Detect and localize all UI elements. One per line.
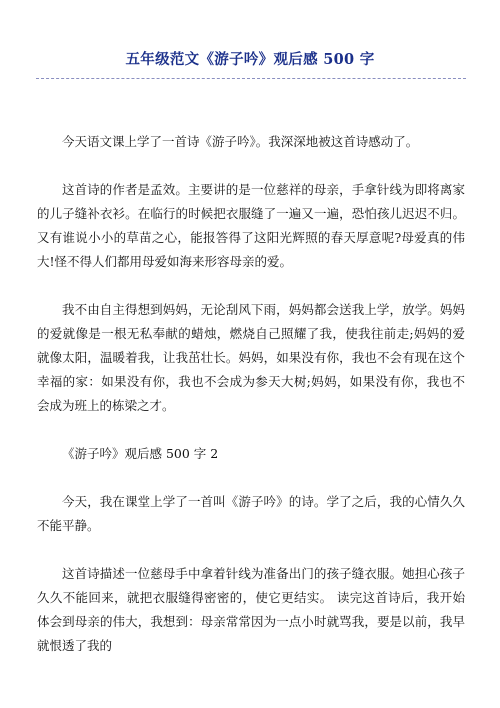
paragraph-3: 我不由自主得想到妈妈，无论刮风下雨，妈妈都会送我上学，放学。妈妈的爱就像是一根无私奉献的蜡烛，燃烧自己照耀了我，使我往前走;妈妈的爱就像太阳，温暖着我，让我茁壮长。妈妈，如果没有你，我也不会有现在这个幸福的家：如果没有你，我也不会成为参天大树;妈妈，如果没有你，我也不会成为班上的栋梁之才。 — [37, 302, 465, 413]
paragraph-2: 这首诗的作者是孟效。主要讲的是一位慈祥的母亲，手拿针线为即将离家的儿子缝补衣衫。在临行的时候把衣服缝了一遍又一遍，恐怕孩儿迟迟不归。又有谁说小小的草苗之心，能报答得了这阳光辉照的春天厚意呢?母爱真的伟大!怪不得人们都用母爱如海来形容母亲的爱。 — [37, 182, 465, 269]
paragraph-5: 这首诗描述一位慈母手中拿着针线为准备出门的孩子缝衣服。她担心孩子久久不能回来，就把衣服缝得密密的，使它更结实。 读完这首诗后，我开始体会到母亲的伟大，我想到：母亲常常因为一点小时就骂我，要是以前，我早就恨透了我的 — [37, 566, 465, 653]
paragraph-4: 今天，我在课堂上学了一首叫《游子吟》的诗。学了之后，我的心情久久不能平静。 — [37, 494, 465, 533]
document-title: 五年级范文《游子吟》观后感 500 字 — [125, 51, 375, 68]
paragraph-1: 今天语文课上学了一首诗《游子吟》。我深深地被这首诗感动了。 — [62, 134, 419, 149]
section-subtitle: 《游子吟》观后感 500 字 2 — [62, 446, 219, 461]
title-divider — [36, 78, 466, 79]
document-body — [37, 130, 465, 682]
